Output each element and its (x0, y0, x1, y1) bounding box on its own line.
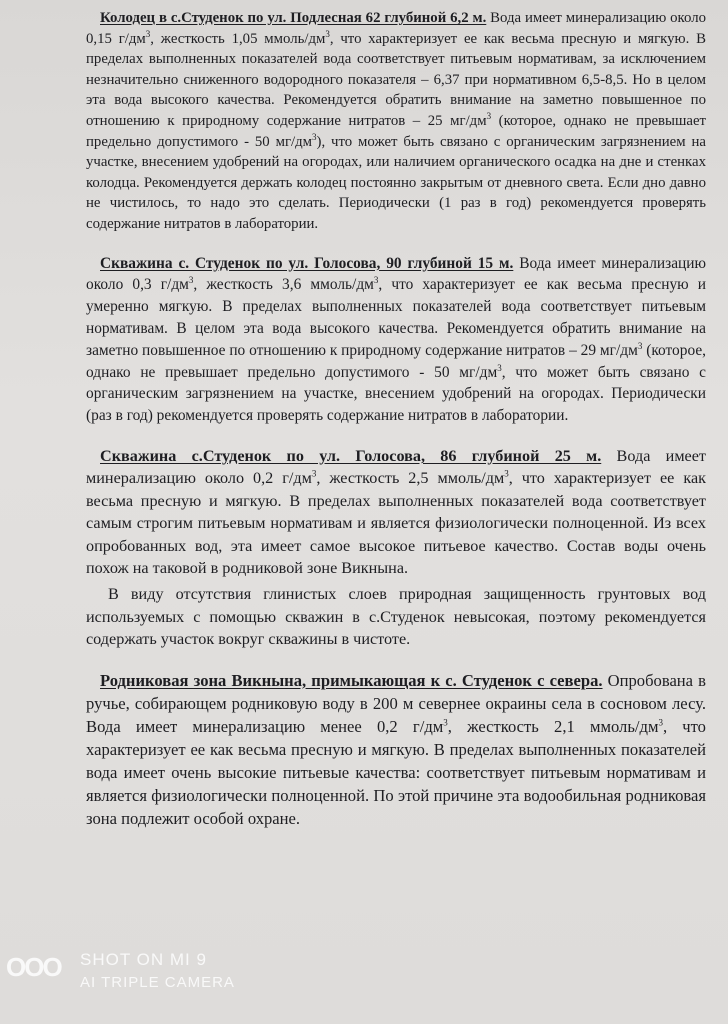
section-text: Вода имеет минерализацию около 0,3 г/дм (86, 254, 707, 294)
section-well-podlesnaya (86, 8, 706, 235)
section-text: ), что может быть связано с органическим загрязнением на участке, внесением удобрений на огородах, или наличием органического осадка на дне и стенках колодца. Рекомендуется держать колодец постоянно закрытым от дневного света. Если дно давно не чистилось, то надо это сделать. Периодически (1 раз в год) рекомендуется проверять содержание нитратов в лаборатории. (86, 133, 706, 232)
section-heading: Скважина с. Студенок по ул. Голосова, 90 глубиной 15 м. (100, 254, 514, 272)
superscript: 3 (311, 468, 317, 479)
section-text: Вода имеет минерализацию около 0,15 г/дм (86, 10, 706, 47)
camera-watermark (6, 946, 286, 1006)
superscript: 3 (658, 717, 663, 728)
superscript: 3 (637, 340, 643, 351)
section-text: , что характеризует ее как весьма пресную и мягкую. В пределах выполненных показателей вода соответствует самым строгим питьевым нормативам и является физиологически полноценной. Из всех опробованных вод, эта имеет самое высокое питьевое качество. Состав воды очень похож на таковой в родниковой зоне Викнына. (86, 469, 706, 577)
camera-logo-icon: OOO (6, 952, 61, 982)
section-text: (которое, однако не превышает предельно допустимого - 50 мг/дм (86, 341, 707, 381)
superscript: 3 (145, 28, 151, 39)
section-heading: Колодец в с.Студенок по ул. Подлесная 62 глубиной 6,2 м. (100, 10, 487, 26)
section-text: Вода имеет минерализацию около 0,2 г/дм (86, 446, 707, 488)
superscript: 3 (497, 362, 502, 373)
section-text: (которое, однако не превышает предельно допустимого - 50 мг/дм (86, 112, 706, 150)
superscript: 3 (443, 717, 448, 728)
section-heading: Скважина с.Студенок по ул. Голосова, 86 глубиной 25 м. (100, 446, 602, 465)
superscript: 3 (312, 131, 317, 142)
section-text: , что характеризует ее как весьма пресную и мягкую. В пределах выполненных показателей вода имеет очень высокие питьевые качества: соответствует питьевым нормативам и является физиологически полноценной. По этой причине эта водообильная родниковая зона подлежит особой охране. (86, 716, 706, 828)
section-text: , жесткость 3,6 ммоль/дм (193, 276, 374, 294)
superscript: 3 (325, 28, 330, 39)
superscript: 3 (188, 275, 194, 286)
section-borehole-golosova-90 (86, 253, 706, 427)
section-spring-zone-viknyna (86, 669, 706, 830)
superscript: 3 (373, 275, 379, 286)
section-text: , жесткость 2,1 ммоль/дм (447, 716, 659, 736)
section-text: , что характеризует ее как весьма пресную и умеренно мягкую. В пределах выполненных показателей вода соответствует питьевым нормативам. В целом эта вода высокого качества. Рекомендуется обратить внимание на заметно повышенное по отношению к природному содержание нитратов – 29 мг/дм (86, 276, 706, 359)
section-text: , что может быть связано с органическим загрязнением на участке, внесением удобрений на огородах. Периодически (раз в год) рекомендуется проверять содержание нитратов в лаборатории. (86, 363, 706, 425)
section-text: Опробована в ручье, собирающем родниковую воду в 200 м севернее окраины села в сосновом лесу. Вода имеет минерализацию менее 0,2 г/дм (86, 670, 706, 736)
superscript: 3 (504, 468, 509, 479)
section-text: , жесткость 1,05 ммоль/дм (150, 30, 326, 47)
section-heading: Родниковая зона Викнына, примыкающая к с. Студенок с севера. (100, 670, 603, 690)
watermark-line-2: AI TRIPLE CAMERA (80, 974, 235, 991)
superscript: 3 (486, 111, 492, 122)
section-text: , жесткость 2,5 ммоль/дм (316, 469, 505, 488)
section-protection-note: В виду отсутствия глинистых слоев природная защищенность грунтовых вод используемых с помощью скважин в с.Студенок невысокая, поэтому рекомендуется содержать участок вокруг скважины в чистоте. (86, 585, 706, 649)
section-text: , что характеризует ее как весьма пресную и мягкую. В пределах выполненных показателей вода соответствует питьевым нормативам, за исключением незначительно сниженного водородного показателя – 6,37 при нормативном 6,5-8,5. Но в целом эта вода высокого качества. Рекомендуется обратить внимание на заметно повышенное по отношению к природному содержание нитратов – 25 мг/дм (86, 30, 706, 129)
watermark-line-1: SHOT ON MI 9 (80, 950, 207, 969)
section-borehole-golosova-86 (86, 445, 706, 579)
